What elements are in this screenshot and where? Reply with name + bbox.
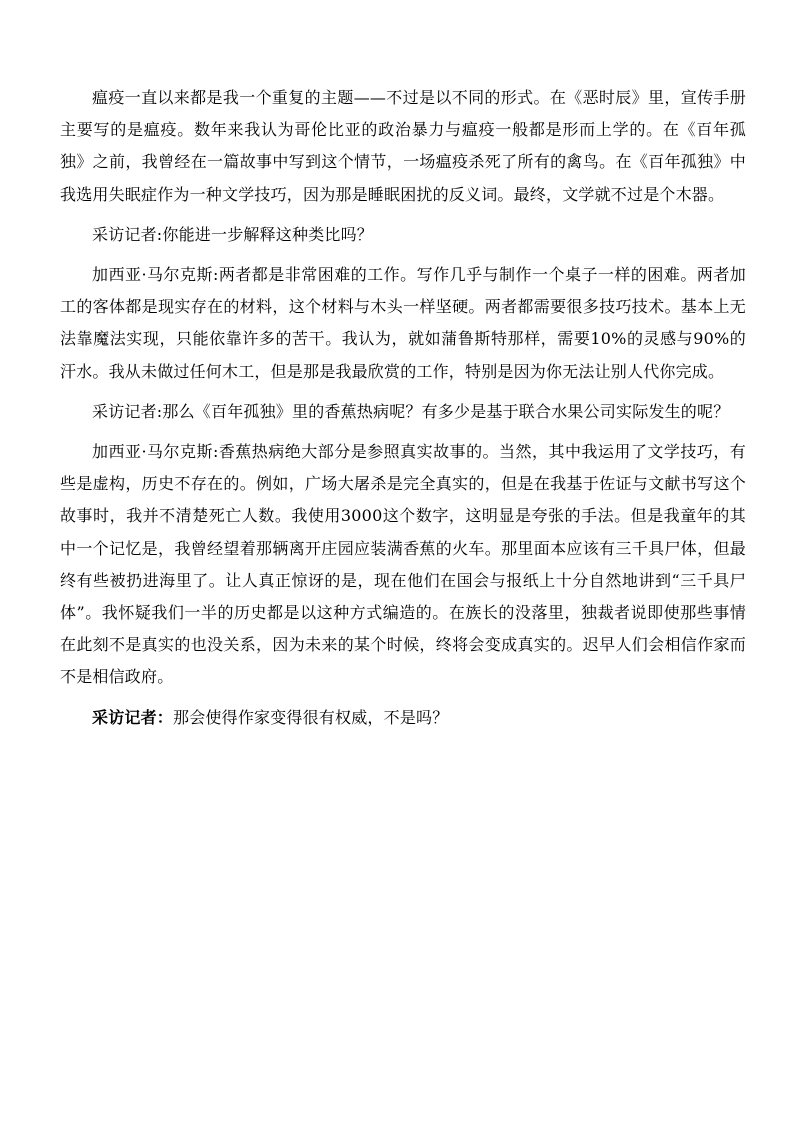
speaker-label: 采访记者: <box>92 224 163 244</box>
question-text: 那么《百年孤独》里的香蕉热病呢？有多少是基于联合水果公司实际发生的呢？ <box>162 401 730 421</box>
interviewer-question-1 <box>60 219 746 251</box>
answer-paragraph-1 <box>60 259 746 388</box>
answer-paragraph-2 <box>60 436 746 694</box>
speaker-label: 加西亚·马尔克斯: <box>92 442 219 462</box>
interviewer-question-2 <box>60 396 746 428</box>
answer-text: 香蕉热病绝大部分是参照真实故事的。当然，其中我运用了文学技巧，有些是虚构，历史不存在的。例如，广场大屠杀是完全真实的，但是在我基于佐证与文献书写这个故事时，我并不清楚死亡人数。我使用3000这个数字，这明显是夸张的手法。但是我童年的其中一个记忆是，我曾经望着那辆离开庄园应装满香蕉的火车。那里面本应该有三千具尸体，但最终有些被扔进海里了。让人真正惊讶的是，现在他们在国会与报纸上十分自然地讲到“三千具尸体”。我怀疑我们一半的历史都是以这种方式编造的。在族长的没落里，独裁者说即使那些事情在此刻不是真实的也没关系，因为未来的某个时候，终将会变成真实的。迟早人们会相信作家而不是相信政府。 <box>60 442 746 687</box>
question-text: 你能进一步解释这种类比吗？ <box>162 224 374 244</box>
answer-text: 两者都是非常困难的工作。写作几乎与制作一个桌子一样的困难。两者加工的客体都是现实存在的材料，这个材料与木头一样坚硬。两者都需要很多技巧技术。基本上无法靠魔法实现，只能依靠许多的苦干。我认为，就如蒲鲁斯特那样，需要10%的灵感与90%的汗水。我从未做过任何木工，但是那是我最欣赏的工作，特别是因为你无法让别人代你完成。 <box>60 265 746 381</box>
speaker-label: 加西亚·马尔克斯: <box>92 265 219 285</box>
question-text: 那会使得作家变得很有权威，不是吗？ <box>173 707 449 727</box>
paragraph-plague-theme: 瘟疫一直以来都是我一个重复的主题——不过是以不同的形式。在《恶时辰》里，宣传手册主要写的是瘟疫。数年来我认为哥伦比亚的政治暴力与瘟疫一般都是形而上学的。在《百年孤独》之前，我曾经在一篇故事中写到这个情节，一场瘟疫杀死了所有的禽鸟。在《百年孤独》中我选用失眠症作为一种文学技巧，因为那是睡眠困扰的反义词。最终，文学就不过是个木器。 <box>60 88 746 204</box>
speaker-label: 采访记者: <box>92 401 163 421</box>
interviewer-question-3 <box>60 702 746 734</box>
speaker-label: 采访记者： <box>92 707 174 727</box>
document-page <box>60 82 746 742</box>
